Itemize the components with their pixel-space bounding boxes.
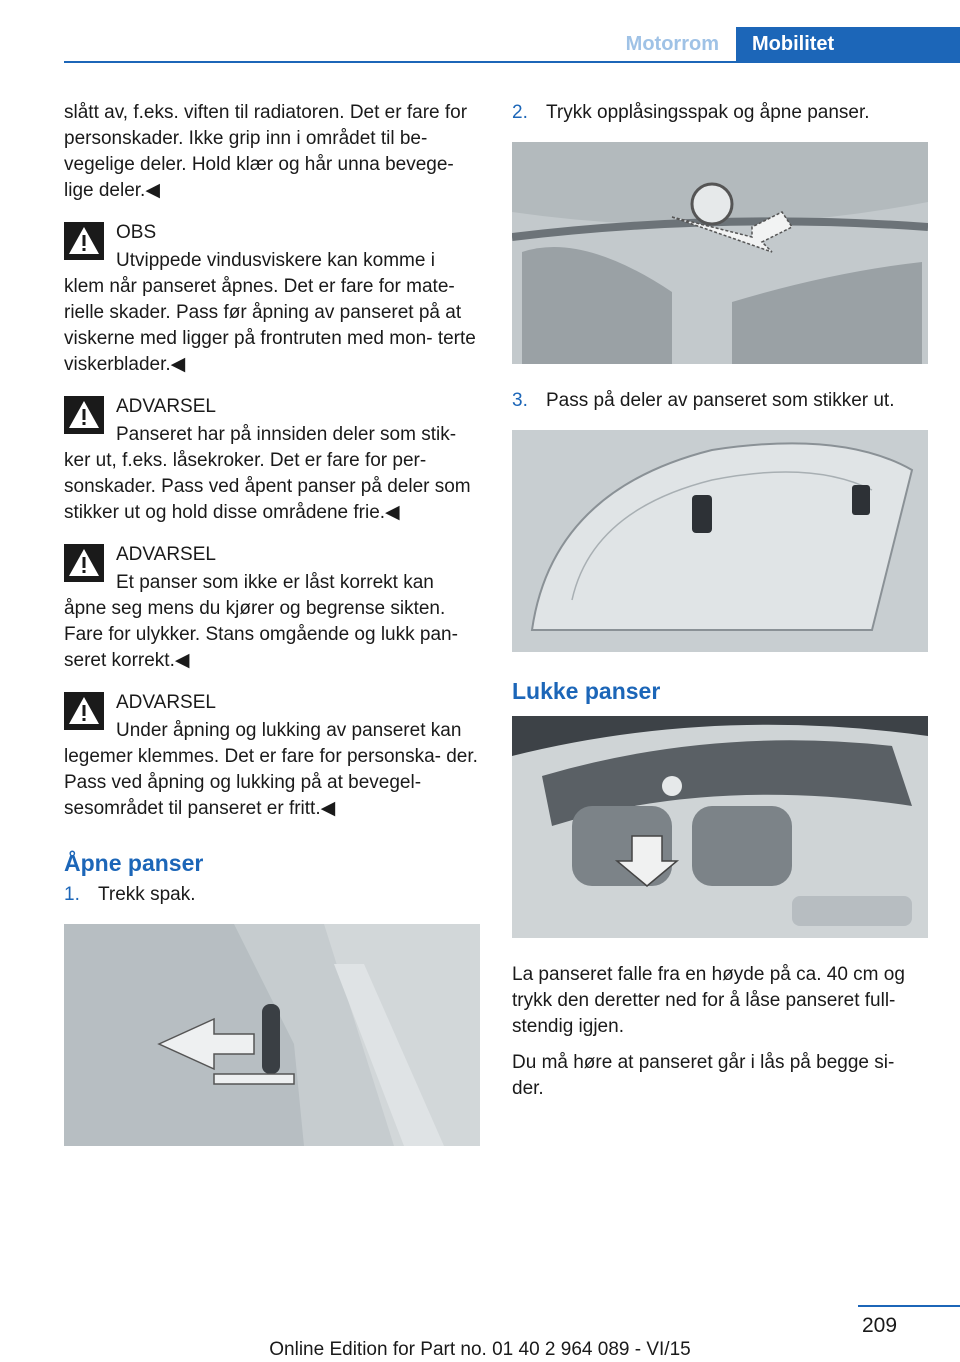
step-text: Trykk opplåsingsspak og åpne panser. <box>546 102 870 123</box>
warning-block <box>64 392 480 526</box>
warning-block <box>64 688 480 822</box>
close-instruction: La panseret falle fra en høyde på ca. 40 cm og trykk den deretter ned for å låse panseret full‐ stendig igjen. <box>512 964 905 1037</box>
figure-close-hood <box>512 716 928 938</box>
step-number: 3. <box>512 390 528 411</box>
warning-title: ADVARSEL <box>116 692 216 713</box>
warning-title: OBS <box>116 222 157 243</box>
warning-triangle-icon <box>64 692 104 730</box>
close-note: Du må høre at panseret går i lås på begge si‐ der. <box>512 1052 895 1099</box>
warning-text: klem når panseret åpnes. Det er fare for mate‐ rielle skader. Pass før åpning av panseret på at viskerne med ligger på frontruten med mon‐ terte viskerblader.◀ <box>64 276 476 375</box>
footer-edition: Online Edition for Part no. 01 40 2 964 089 - VI/15 <box>269 1339 691 1360</box>
warning-title: ADVARSEL <box>116 544 216 565</box>
warning-text: legemer klemmes. Det er fare for personska‐ der. Pass ved åpning og lukking på at bevegel‐ sesområdet til panseret er fritt.◀ <box>64 746 478 819</box>
warning-text: ker ut, f.eks. låsekroker. Det er fare for per‐ sonskader. Pass ved åpent panser på deler som stikker ut og hold disse områdene frie.◀ <box>64 450 471 523</box>
header-tabs <box>606 27 960 61</box>
left-column <box>64 100 480 1170</box>
warning-first-line: Panseret har på innsiden deler som stik‐ <box>116 424 457 445</box>
figure-hood-underside <box>512 430 928 652</box>
step-text: Trekk spak. <box>98 884 196 905</box>
step-item <box>64 882 480 908</box>
section-heading-close-hood: Lukke panser <box>512 678 661 704</box>
warning-first-line: Et panser som ikke er låst korrekt kan <box>116 572 434 593</box>
step-item <box>512 100 928 126</box>
warning-text: åpne seg mens du kjører og begrense sikten. Fare for ulykker. Stans omgående og lukk pan‐ seret korrekt.◀ <box>64 598 458 671</box>
step-number: 1. <box>64 884 80 905</box>
warning-triangle-icon <box>64 544 104 582</box>
warning-block <box>64 218 480 378</box>
tab-mobilitet[interactable]: Mobilitet <box>736 27 960 61</box>
right-column <box>512 100 928 1112</box>
figure-release-lever <box>64 924 480 1146</box>
step-text: Pass på deler av panseret som stikker ut. <box>546 390 895 411</box>
warning-first-line: Under åpning og lukking av panseret kan <box>116 720 462 741</box>
warning-triangle-icon <box>64 396 104 434</box>
step-item <box>512 388 928 414</box>
intro-paragraph: slått av, f.eks. viften til radiatoren. Det er fare for personskader. Ikke grip inn i området til be‐ vegelige deler. Hold klær og hår unna bevege‐ lige deler.◀ <box>64 102 468 201</box>
warning-triangle-icon <box>64 222 104 260</box>
warning-first-line: Utvippede vindusviskere kan komme i <box>116 250 435 271</box>
footer-rule <box>858 1305 960 1307</box>
step-number: 2. <box>512 102 528 123</box>
page-number: 209 <box>862 1314 898 1337</box>
tab-motorrom[interactable]: Motorrom <box>606 27 736 61</box>
header-rule <box>64 61 960 63</box>
warning-title: ADVARSEL <box>116 396 216 417</box>
figure-unlock-lever <box>512 142 928 364</box>
warning-block <box>64 540 480 674</box>
section-heading-open-hood: Åpne panser <box>64 850 204 876</box>
